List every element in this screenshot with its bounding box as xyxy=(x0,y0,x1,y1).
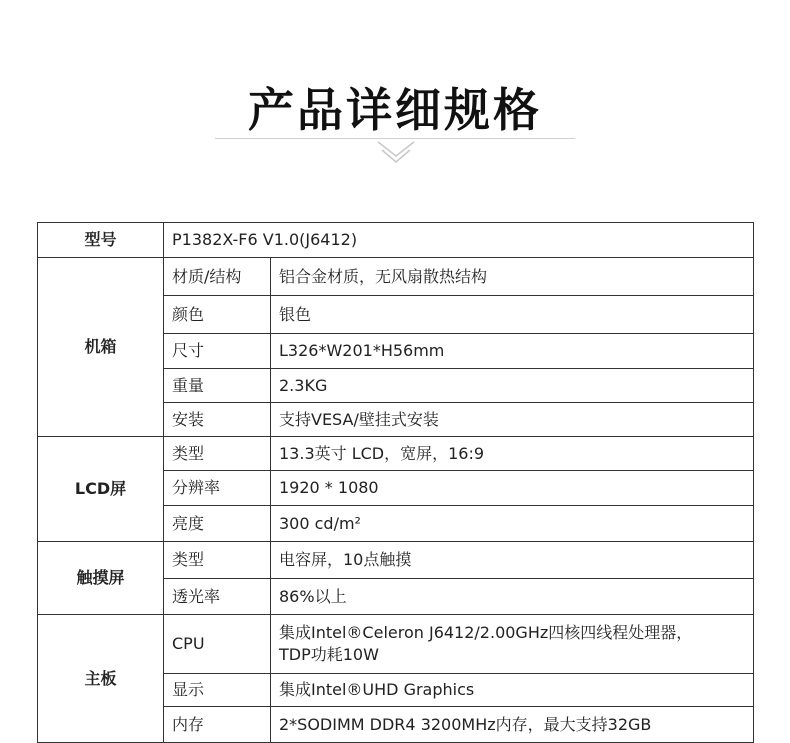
spec-label: 亮度 xyxy=(164,506,271,542)
spec-value: 支持VESA/壁挂式安装 xyxy=(271,403,754,437)
spec-label: 重量 xyxy=(164,369,271,403)
spec-value-line: 集成Intel®Celeron J6412/2.00GHz四核四线程处理器， xyxy=(279,623,693,642)
spec-value: 1920 * 1080 xyxy=(271,471,754,506)
spec-value: 集成Intel®UHD Graphics xyxy=(271,674,754,707)
spec-label: 内存 xyxy=(164,707,271,743)
spec-label: 分辨率 xyxy=(164,471,271,506)
spec-value: L326*W201*H56mm xyxy=(271,334,754,369)
table-row xyxy=(38,615,754,674)
spec-label: 透光率 xyxy=(164,579,271,615)
spec-label: 安装 xyxy=(164,403,271,437)
spec-label: 类型 xyxy=(164,542,271,579)
chevron-down-icon xyxy=(376,138,416,168)
spec-value: 86%以上 xyxy=(271,579,754,615)
category-cell: 触摸屏 xyxy=(38,542,164,615)
spec-label: 显示 xyxy=(164,674,271,707)
table-row xyxy=(38,258,754,296)
table-row xyxy=(38,223,754,258)
table-row xyxy=(38,542,754,579)
page-title: 产品详细规格 xyxy=(248,83,542,137)
spec-value: 13.3英寸 LCD，宽屏，16:9 xyxy=(271,437,754,471)
model-value: P1382X-F6 V1.0(J6412) xyxy=(164,223,754,258)
table-row xyxy=(38,437,754,471)
spec-table xyxy=(37,222,754,743)
spec-value-line: TDP功耗10W xyxy=(279,645,379,664)
spec-value: 铝合金材质，无风扇散热结构 xyxy=(271,258,754,296)
spec-label: 尺寸 xyxy=(164,334,271,369)
spec-label: 颜色 xyxy=(164,296,271,334)
spec-value: 电容屏，10点触摸 xyxy=(271,542,754,579)
category-cell: LCD屏 xyxy=(38,437,164,542)
category-cell: 机箱 xyxy=(38,258,164,437)
spec-label: 材质/结构 xyxy=(164,258,271,296)
category-cell: 型号 xyxy=(38,223,164,258)
spec-value: 银色 xyxy=(271,296,754,334)
spec-value xyxy=(271,615,754,674)
spec-label: 类型 xyxy=(164,437,271,471)
category-cell: 主板 xyxy=(38,615,164,743)
spec-label: CPU xyxy=(164,615,271,674)
spec-value: 2.3KG xyxy=(271,369,754,403)
spec-value: 300 cd/m² xyxy=(271,506,754,542)
spec-value: 2*SODIMM DDR4 3200MHz内存，最大支持32GB xyxy=(271,707,754,743)
